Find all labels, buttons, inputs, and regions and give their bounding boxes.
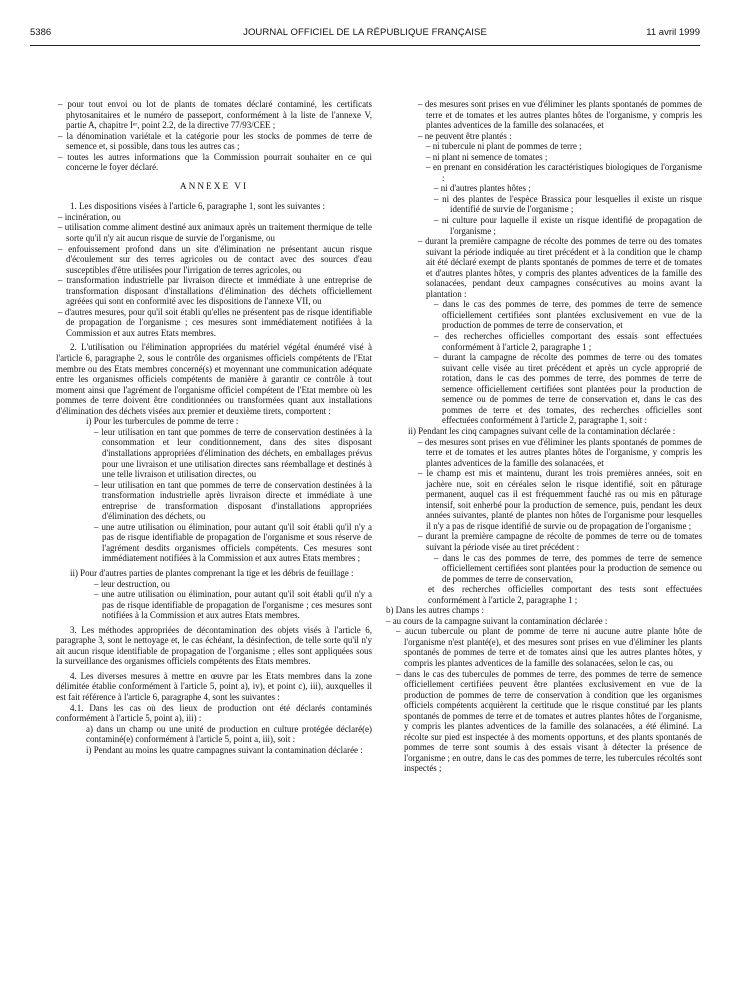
text-paragraph: i) Pour les turbercules de pomme de terre : (86, 416, 239, 427)
text-paragraph: – dans le cas des pommes de terre, des pommes de terre de semence officiellement certifiées sont plantées pour la production de semence ou de pommes de terre de conservation, (434, 552, 702, 584)
page-number: 5386 (30, 27, 52, 38)
text-paragraph: – au cours de la campagne suivant la contamination déclarée : (386, 615, 608, 626)
text-paragraph: – dans le cas des tubercules de pommes de terre, des pommes de terre de semence officiellement certifiées peuvent être plantées exclusivement en vue de la production de pommes de terre de conservation à condition que les organismes officiels compétents acquièrent la certitude que le risque constitué par les plants spontanés de pommes de terre et de tomates et autres plantes hôtes de l'organisme, y compris les plantes adventices de la famille des solanacées, a été éliminé. La récolte sur pied est inspectée à des moments opportuns, et des plants spontanés de pommes de terre sont soumis à des essais visant à détecter la présence de l'organisme ; en outre, dans le cas des pommes de terre, les tubercules récoltés sont inspectés ; (396, 668, 702, 774)
text-paragraph: – des mesures sont prises en vue d'éliminer les plants spontanés de pommes de terre et de tomates et les autres plantes hôtes de l'organisme, y compris les plantes adventices de la famille des solanacées, et (418, 436, 702, 468)
publication-date: 11 avril 1999 (646, 27, 700, 38)
text-paragraph: b) Dans les autres champs : (386, 605, 485, 616)
text-paragraph: – ni plant ni semence de tomates ; (426, 151, 548, 162)
text-paragraph: 3. Les méthodes appropriées de décontamination des objets visés à l'article 6, paragraphe 3, sont le nettoyage et, le cas échéant, la désinfection, de telle sorte qu'il n'y ait aucun risque identifiable de propagation de l'organisme ; elles sont appliquées sous la surveillance des organismes officiels compétents des Etats membres. (56, 624, 372, 667)
text-paragraph: – utilisation comme aliment destiné aux animaux après un traitement thermique de telle sorte qu'il n'y ait aucun risque de survie de l'organisme, ou (58, 222, 372, 244)
text-paragraph: – toutes les autres informations que la Commission pourrait souhaiter en ce qui concerne le foyer déclaré. (58, 151, 372, 173)
text-paragraph: – ni tubercule ni plant de pommes de terre ; (426, 141, 582, 152)
text-paragraph: 4.1. Dans les cas où des lieux de production ont été déclarés contaminés conformément à l'article 5, point a), iii) : (56, 702, 372, 724)
text-paragraph: – le champ est mis et maintenu, durant les trois premières années, soit en jachère nue, soit en céréales selon le risque identifié, soit en pâturage permanent, auquel cas il est fréquemment fauché ras ou mis en pâturage intensif, soit enherbé pour la production de semence, puis, pendant les deux années suivantes, planté de plantes non hôtes de l'organisme pour lesquelles il n'y a pas de risque identifié de survie ou de propagation de l'organisme ; (418, 468, 702, 531)
text-paragraph: – durant la première campagne de récolte de pommes de terre ou de tomates suivant la période visée au tiret précédent : (418, 531, 702, 552)
text-paragraph: – leur utilisation en tant que pommes de terre de conservation destinées à la consommation et leur conditionnement, dans des sites disposant d'installations appropriées d'élimination des déchets, en emballages prévus pour une livraison et une utilisation directes sans réemballage et destinés à une telle livraison et utilisation directes, ou (94, 426, 372, 480)
page-header (30, 27, 700, 41)
text-paragraph: – ni d'autres plantes hôtes ; (434, 183, 531, 194)
text-paragraph: – ni des plantes de l'espèce Brassica pour lesquelles il existe un risque identifié de survie de l'organisme ; (434, 193, 702, 215)
text-paragraph: – leur utilisation en tant que pommes de terre de conservation destinées à la transformation industrielle après livraison directe et immédiate à une entreprise de transformation disposant d'installations appropriées d'élimination des déchets, ou (94, 479, 372, 522)
journal-title: JOURNAL OFFICIEL DE LA RÉPUBLIQUE FRANÇAISE (243, 27, 487, 38)
text-paragraph: – durant la campagne de récolte des pommes de terre ou des tomates suivant celle visée au tiret précédent et après un cycle approprié de rotation, dans le cas des pommes de terre, des pommes de terre de semence officiellement certifiées sont plantées pour la production de semence ou de pommes de terre de conservation et, dans le cas des pommes de terre et des tomates, des recherches officielles sont effectuées conformément à l'article 2, paragraphe 1, soit : (434, 352, 702, 426)
text-paragraph: – leur destruction, ou (94, 578, 170, 589)
text-paragraph: – incinération, ou (58, 211, 121, 222)
text-paragraph: – des mesures sont prises en vue d'éliminer les plants spontanés de pommes de terre et de tomates et les autres plantes hôtes de l'organisme, y compris les plantes adventices de la famille des solanacées, et (418, 99, 702, 131)
right-column (386, 99, 702, 984)
text-paragraph: 4. Les diverses mesures à mettre en œuvre par les Etats membres dans la zone délimitée établie conformément à l'article 5, point a), iv), et point c), iii), auxquelles il est fait référence à l'article 6, paragraphe 4, sont les suivantes : (56, 670, 372, 702)
left-column (56, 99, 372, 984)
text-paragraph: – aucun tubercule ou plant de pomme de terre ni aucune autre plante hôte de l'organisme n'est planté(e), et des mesures sont prises en vue d'éliminer les plants spontanés de pommes de terre et de tomates ainsi que les autres plantes hôtes, y compris les plantes adventices de la famille des solanacées, selon le cas, ou (396, 626, 702, 668)
text-paragraph: – transformation industrielle par livraison directe et immédiate à une entreprise de transformation disposant d'installations d'élimination des déchets officiellement agréées qui sont en conformité avec les dispositions de l'annexe VII, ou (58, 275, 372, 307)
text-paragraph: ii) Pour d'autres parties de plantes comprenant la tige et les débris de feuillage : (70, 567, 354, 578)
text-paragraph: a) dans un champ ou une unité de production en culture protégée déclaré(e) contaminé(e) conformément à l'article 5, point a, iii), soit : (86, 723, 372, 745)
text-paragraph: i) Pendant au moins les quatre campagnes suivant la contamination déclarée : (86, 744, 363, 755)
text-paragraph: – enfouissement profond dans un site d'élimination ne présentant aucun risque d'écoulement sur des terres agricoles ou de contact avec des sources d'eau susceptibles d'être utilisées pour l'irrigation de terres agricoles, ou (58, 243, 372, 275)
text-paragraph: 1. Les dispositions visées à l'article 6, paragraphe 1, sont les suivantes : (70, 201, 326, 212)
text-paragraph: – d'autres mesures, pour qu'il soit établi qu'elles ne présentent pas de risque identifiable de propagation de l'organisme ; ces mesures sont immédiatement notifiées à la Commission et aux autres Etats membres. (58, 306, 372, 338)
text-paragraph: – dans le cas des pommes de terre, des pommes de terre de semence officiellement certifiées sont plantées exclusivement en vue de la production de pommes de terre de conservation, et (434, 299, 702, 331)
text-paragraph: 2. L'utilisation ou l'élimination appropriées du matériel végétal énuméré visé à l'article 6, paragraphe 2, sous le contrôle des organismes officiels compétents de l'Etat membre ou des Etats membres concerné(s) et moyennant une communication adéquate entre les organismes officiels compétents de manière à garantir ce contrôle à tout moment ainsi que l'agrément de l'organisme officiel compétent de l'Etat membre où les pommes de terre doivent être conditionnées ou transformées quant aux installations d'élimination des déchets visées aux premier et deuxième tirets, comportent : (56, 342, 372, 416)
text-paragraph: – ne peuvent être plantés : (418, 130, 512, 141)
text-paragraph: et des recherches officielles comportant des tests sont effectuées conformément à l'article 2, paragraphe 1 ; (428, 584, 702, 605)
header-rule (30, 45, 700, 46)
text-paragraph: ii) Pendant les cinq campagnes suivant celle de la contamination déclarée : (408, 425, 676, 436)
text-paragraph: – pour tout envoi ou lot de plants de tomates déclaré contaminé, les certificats phytosanitaires et le numéro de passeport, conformément à la liste de l'annexe V, partie A, chapitre Iᵉʳ, point 2.2, de la directive 77/93/CEE ; (58, 99, 372, 131)
text-paragraph: – une autre utilisation ou élimination, pour autant qu'il soit établi qu'il n'y a pas de risque identifiable de propagation de l'organisme et sous réserve de l'agrément desdits organismes officiels compétents. Ces mesures sont immédiatement notifiées à la Commission et aux autres Etats membres ; (94, 521, 372, 564)
text-paragraph: – une autre utilisation ou élimination, pour autant qu'il soit établi qu'il n'y a pas de risque identifiable de propagation de l'organisme ; ces mesures sont notifiées à la Commission et aux autres Etats membres. (94, 589, 372, 621)
text-paragraph: – ni culture pour laquelle il existe un risque identifié de propagation de l'organisme ; (434, 215, 702, 236)
text-paragraph: – des recherches officielles comportant des essais sont effectuées conformément à l'article 2, paragraphe 1 ; (434, 331, 702, 352)
text-paragraph: – en prenant en considération les caractéristiques biologiques de l'organisme : (426, 162, 702, 183)
text-paragraph: – la dénomination variétale et la catégorie pour les stocks de pommes de terre de semence et, si possible, dans tous les autres cas ; (58, 130, 372, 152)
text-paragraph: – durant la première campagne de récolte des pommes de terre ou des tomates suivant la période indiquée au tiret précédent et à la condition que le champ ait été déclaré exempt de plants spontanés de pommes de terre et de tomates et d'autres plantes hôtes, y compris des plantes adventices de la famille des solanacées, pendant deux campagnes consécutives au moins avant la plantation : (418, 236, 702, 299)
annex-heading: ANNEXE VI (179, 181, 249, 192)
